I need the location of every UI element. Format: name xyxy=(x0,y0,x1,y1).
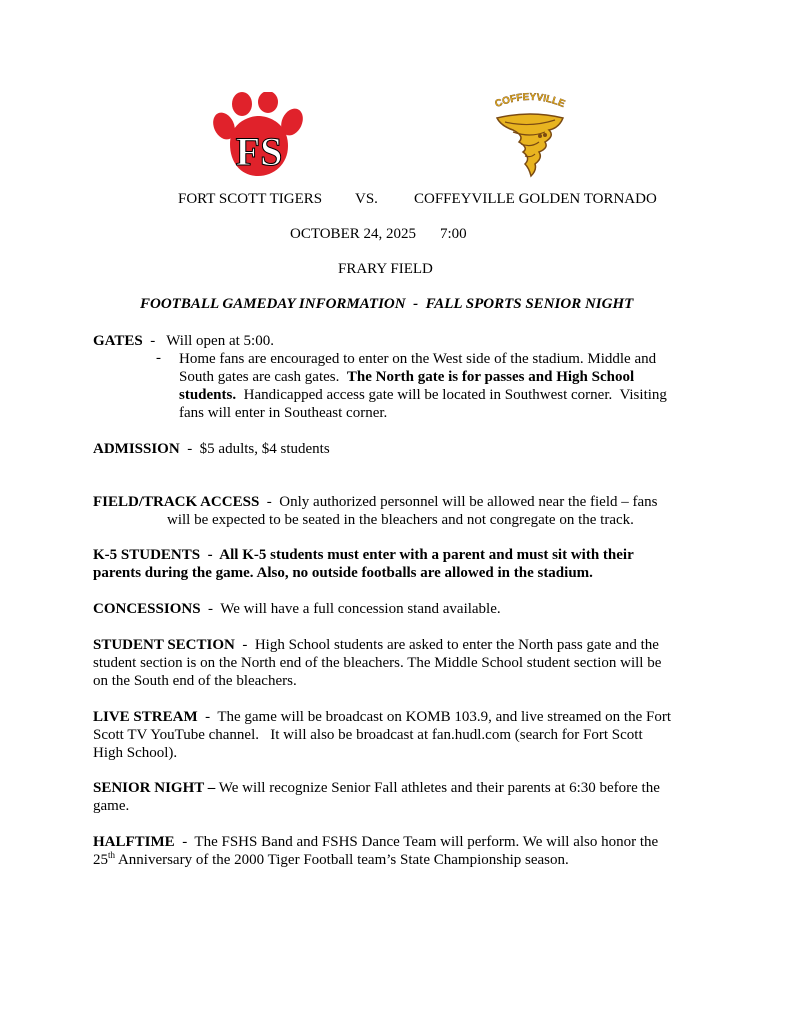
game-date: OCTOBER 24, 2025 xyxy=(290,226,416,242)
admission-label: ADMISSION xyxy=(93,441,180,457)
concessions-section: CONCESSIONS - We will have a full concession stand available. xyxy=(93,601,501,617)
tornado-logo-text: COFFEYVILLE xyxy=(493,92,567,111)
senior-night-section: SENIOR NIGHT – We will recognize Senior Fall athletes and their parents at 6:30 before the xyxy=(93,780,660,796)
k5-section: K-5 STUDENTS - All K-5 students must enter with a parent and must sit with their xyxy=(93,547,634,563)
live-stream-label: LIVE STREAM xyxy=(93,709,198,725)
live-stream-section: LIVE STREAM - The game will be broadcast on KOMB 103.9, and live streamed on the Fort xyxy=(93,709,671,725)
gates-bullet: - xyxy=(156,350,161,366)
halftime-line2: 25th Anniversary of the 2000 Tiger Football team’s State Championship season. xyxy=(93,850,569,868)
student-section: STUDENT SECTION - High School students are asked to enter the North pass gate and the xyxy=(93,637,659,653)
live-stream-line3: High School). xyxy=(93,745,178,761)
gates-label: GATES xyxy=(93,333,143,349)
halftime-label: HALFTIME xyxy=(93,834,175,850)
page-subtitle: FOOTBALL GAMEDAY INFORMATION - FALL SPORTS SENIOR NIGHT xyxy=(140,296,634,312)
field-track-section: FIELD/TRACK ACCESS - Only authorized personnel will be allowed near the field – fans xyxy=(93,494,658,510)
senior-night-line2: game. xyxy=(93,798,130,814)
admission-section: ADMISSION - $5 adults, $4 students xyxy=(93,441,330,457)
student-section-label: STUDENT SECTION xyxy=(93,637,235,653)
student-section-line2: student section is on the North end of the bleachers. The Middle School student section will be xyxy=(93,655,662,671)
vs-label: VS. xyxy=(355,191,378,207)
student-section-line3: on the South end of the bleachers. xyxy=(93,673,297,689)
k5-line2: parents during the game. Also, no outside footballs are allowed in the stadium. xyxy=(93,565,593,581)
away-team: COFFEYVILLE GOLDEN TORNADO xyxy=(414,191,657,207)
senior-night-label: SENIOR NIGHT – xyxy=(93,780,216,796)
gates-open-time: Will open at 5:00. xyxy=(166,333,274,349)
live-stream-line2: Scott TV YouTube channel. It will also be broadcast at fan.hudl.com (search for Fort Scott xyxy=(93,727,643,743)
paw-logo-letters: FS xyxy=(235,129,283,174)
svg-text:COFFEYVILLE xyxy=(494,92,567,110)
halftime-section: HALFTIME - The FSHS Band and FSHS Dance Team will perform. We will also honor the xyxy=(93,834,659,850)
field-track-line2: will be expected to be seated in the bleachers and not congregate on the track. xyxy=(167,512,634,528)
fort-scott-paw-logo xyxy=(212,92,304,178)
gates-detail: Home fans are encouraged to enter on the West side of the stadium. Middle and South gates are cash gates. The North gate is for passes and High School students. Handicapped access gate will be located in Southwest corner. Visiting fans will enter in Southeast corner. xyxy=(179,351,667,421)
game-time: 7:00 xyxy=(440,226,467,242)
gates-section: GATES - Will open at 5:00. xyxy=(93,333,274,349)
home-team: FORT SCOTT TIGERS xyxy=(178,191,323,207)
venue: FRARY FIELD xyxy=(338,261,433,277)
coffeyville-tornado-logo xyxy=(485,92,575,180)
concessions-label: CONCESSIONS xyxy=(93,601,201,617)
field-track-label: FIELD/TRACK ACCESS xyxy=(93,494,260,510)
